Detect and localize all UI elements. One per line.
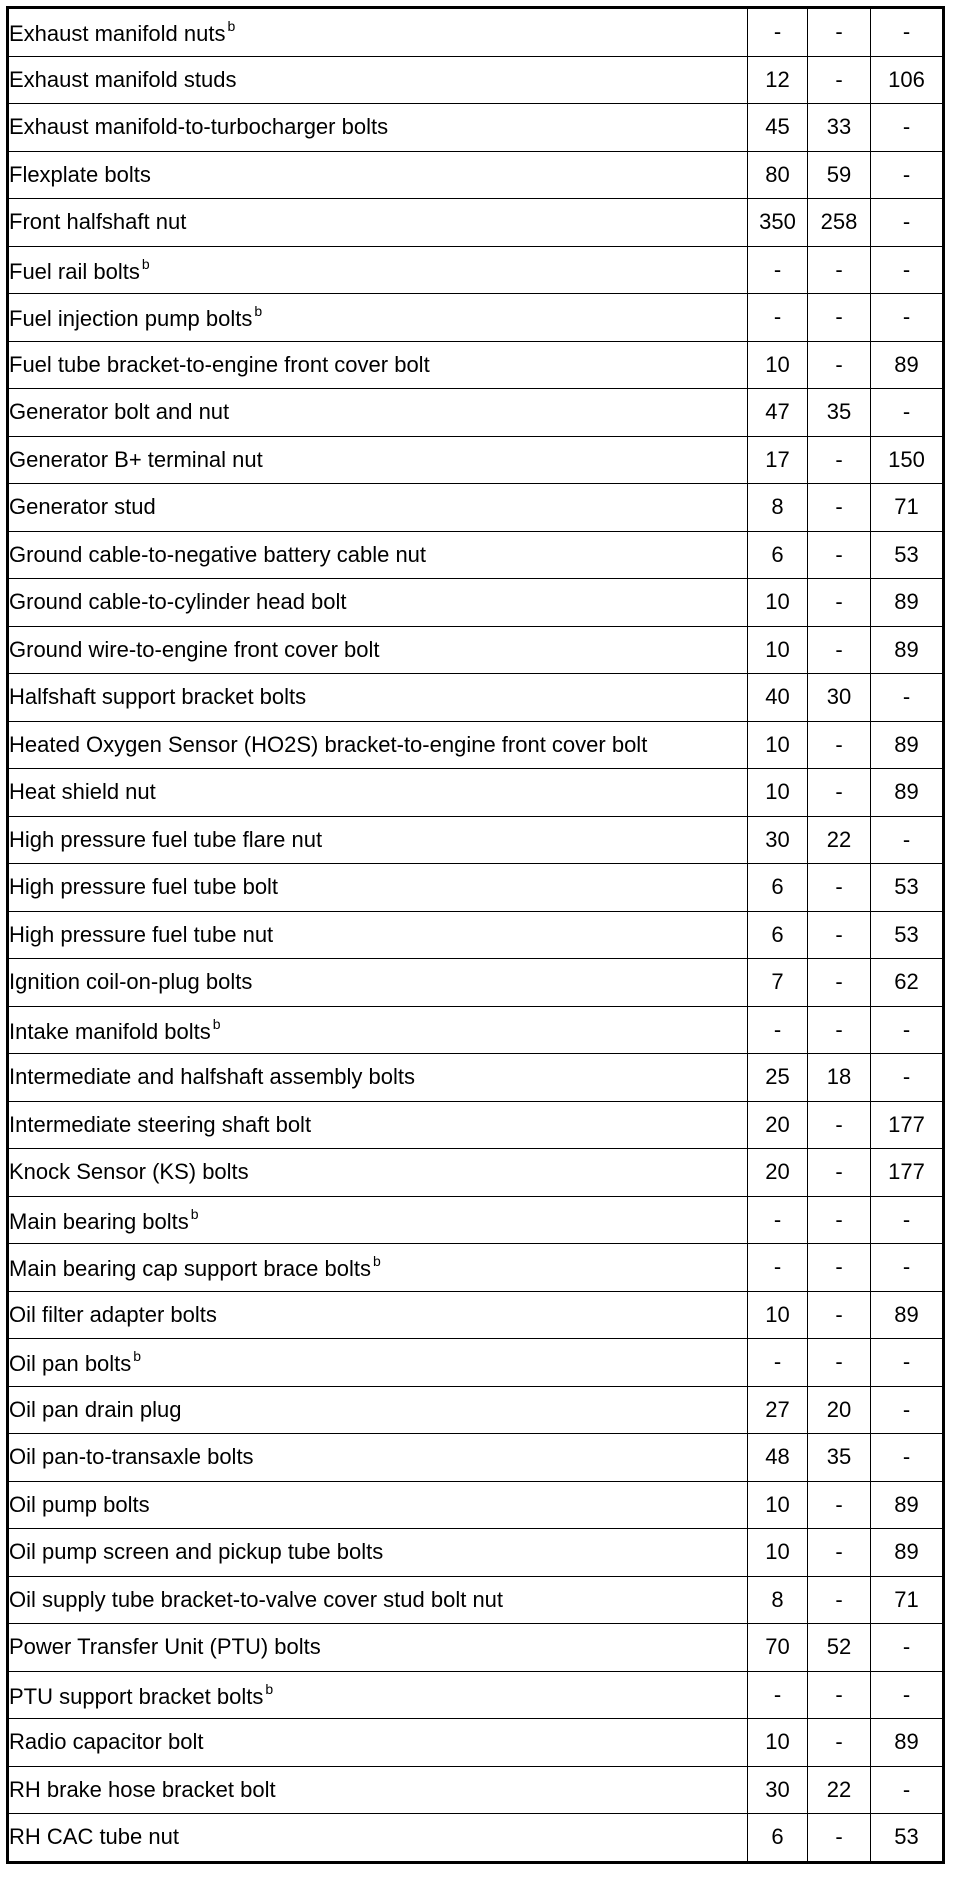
component-description: Exhaust manifold-to-turbocharger bolts (9, 114, 389, 140)
torque-lbft-cell: - (808, 8, 871, 57)
torque-lbin-cell: - (871, 1006, 944, 1054)
torque-lbft-cell: 20 (808, 1386, 871, 1434)
torque-lbft-cell: - (808, 1481, 871, 1529)
table-row (8, 1529, 944, 1577)
torque-lbft-cell: - (808, 721, 871, 769)
torque-nm-cell: 30 (748, 1766, 808, 1814)
torque-lbin-cell: 106 (871, 56, 944, 104)
torque-nm-cell: 45 (748, 104, 808, 152)
description-cell (8, 8, 748, 57)
torque-lbin-cell: 71 (871, 1576, 944, 1624)
torque-lbin-cell: 177 (871, 1101, 944, 1149)
torque-lbft-cell: 35 (808, 1434, 871, 1482)
description-cell (8, 816, 748, 864)
torque-lbft-cell: - (808, 56, 871, 104)
torque-lbft-cell: - (808, 531, 871, 579)
table-row (8, 1149, 944, 1197)
torque-lbft-cell: - (808, 1576, 871, 1624)
table-row (8, 56, 944, 104)
component-description: Main bearing cap support brace bolts (9, 1256, 371, 1282)
description-cell (8, 674, 748, 722)
component-description: Generator stud (9, 494, 156, 520)
torque-lbft-cell: - (808, 294, 871, 342)
table-row (8, 911, 944, 959)
table-row (8, 1291, 944, 1339)
torque-nm-cell: 20 (748, 1101, 808, 1149)
table-row (8, 151, 944, 199)
torque-lbft-cell: - (808, 246, 871, 294)
description-cell (8, 294, 748, 342)
torque-lbin-cell: - (871, 1339, 944, 1387)
description-cell (8, 436, 748, 484)
torque-lbft-cell: - (808, 579, 871, 627)
torque-nm-cell: 6 (748, 911, 808, 959)
component-description: Generator B+ terminal nut (9, 446, 263, 472)
torque-lbin-cell: 71 (871, 484, 944, 532)
torque-lbft-cell: 33 (808, 104, 871, 152)
torque-lbin-cell: 150 (871, 436, 944, 484)
torque-lbin-cell: - (871, 1054, 944, 1102)
torque-nm-cell: 12 (748, 56, 808, 104)
component-description: Halfshaft support bracket bolts (9, 684, 307, 710)
torque-lbin-cell: - (871, 1624, 944, 1672)
torque-lbft-cell: 258 (808, 199, 871, 247)
torque-lbft-cell: - (808, 484, 871, 532)
description-cell (8, 341, 748, 389)
table-row (8, 484, 944, 532)
torque-lbft-cell: 35 (808, 389, 871, 437)
table-row (8, 674, 944, 722)
description-cell (8, 104, 748, 152)
torque-lbin-cell: 62 (871, 959, 944, 1007)
torque-nm-cell: 6 (748, 864, 808, 912)
component-description: High pressure fuel tube flare nut (9, 826, 323, 852)
torque-lbin-cell: - (871, 1244, 944, 1292)
table-row (8, 1481, 944, 1529)
torque-lbin-cell: 89 (871, 579, 944, 627)
torque-lbft-cell: - (808, 626, 871, 674)
table-row (8, 436, 944, 484)
description-cell (8, 1766, 748, 1814)
component-description: Heat shield nut (9, 779, 156, 805)
torque-lbft-cell: - (808, 1529, 871, 1577)
torque-nm-cell: 10 (748, 1291, 808, 1339)
torque-lbft-cell: 30 (808, 674, 871, 722)
torque-lbin-cell: 89 (871, 1719, 944, 1767)
torque-table-body (8, 8, 944, 1863)
torque-lbin-cell: 53 (871, 864, 944, 912)
torque-lbft-cell: - (808, 1196, 871, 1244)
description-cell (8, 579, 748, 627)
torque-lbin-cell: - (871, 151, 944, 199)
description-cell (8, 1054, 748, 1102)
torque-lbin-cell: 53 (871, 911, 944, 959)
torque-nm-cell: - (748, 1006, 808, 1054)
table-row (8, 1386, 944, 1434)
table-row (8, 1101, 944, 1149)
torque-nm-cell: 10 (748, 1481, 808, 1529)
torque-lbft-cell: - (808, 864, 871, 912)
component-description: High pressure fuel tube bolt (9, 874, 279, 900)
torque-lbin-cell: 53 (871, 531, 944, 579)
description-cell (8, 1481, 748, 1529)
table-row (8, 246, 944, 294)
description-cell (8, 1339, 748, 1387)
torque-lbft-cell: - (808, 1244, 871, 1292)
torque-nm-cell: - (748, 1339, 808, 1387)
torque-nm-cell: - (748, 294, 808, 342)
table-row (8, 1054, 944, 1102)
torque-nm-cell: 10 (748, 1529, 808, 1577)
description-cell (8, 959, 748, 1007)
description-cell (8, 1671, 748, 1719)
description-cell (8, 1196, 748, 1244)
table-row (8, 531, 944, 579)
description-cell (8, 1244, 748, 1292)
torque-lbin-cell: 89 (871, 721, 944, 769)
torque-nm-cell: 7 (748, 959, 808, 1007)
torque-lbin-cell: - (871, 816, 944, 864)
component-description: Ignition coil-on-plug bolts (9, 969, 253, 995)
torque-nm-cell: 27 (748, 1386, 808, 1434)
torque-lbin-cell: - (871, 199, 944, 247)
torque-nm-cell: 70 (748, 1624, 808, 1672)
component-description: Intermediate steering shaft bolt (9, 1111, 312, 1137)
torque-nm-cell: 47 (748, 389, 808, 437)
torque-nm-cell: 8 (748, 1576, 808, 1624)
torque-lbin-cell: 89 (871, 1481, 944, 1529)
torque-lbin-cell: 89 (871, 769, 944, 817)
description-cell (8, 1386, 748, 1434)
torque-nm-cell: - (748, 1671, 808, 1719)
torque-nm-cell: - (748, 1244, 808, 1292)
description-cell (8, 1006, 748, 1054)
footnote-marker: b (141, 255, 150, 272)
table-row (8, 721, 944, 769)
component-description: High pressure fuel tube nut (9, 921, 274, 947)
torque-nm-cell: 6 (748, 531, 808, 579)
description-cell (8, 1814, 748, 1863)
torque-lbin-cell: - (871, 1196, 944, 1244)
torque-nm-cell: 40 (748, 674, 808, 722)
torque-nm-cell: 30 (748, 816, 808, 864)
torque-lbft-cell: 22 (808, 1766, 871, 1814)
footnote-marker: b (265, 1680, 274, 1697)
torque-lbft-cell: - (808, 769, 871, 817)
footnote-marker: b (212, 1015, 221, 1032)
torque-nm-cell: 20 (748, 1149, 808, 1197)
table-row (8, 1434, 944, 1482)
description-cell (8, 1624, 748, 1672)
description-cell (8, 911, 748, 959)
torque-lbin-cell: 89 (871, 1529, 944, 1577)
component-description: Exhaust manifold nuts (9, 21, 226, 47)
torque-nm-cell: 6 (748, 1814, 808, 1863)
table-row (8, 1624, 944, 1672)
component-description: Ground wire-to-engine front cover bolt (9, 636, 380, 662)
table-row (8, 199, 944, 247)
description-cell (8, 626, 748, 674)
table-row (8, 8, 944, 57)
description-cell (8, 484, 748, 532)
torque-nm-cell: - (748, 8, 808, 57)
torque-nm-cell: 350 (748, 199, 808, 247)
torque-lbin-cell: 89 (871, 626, 944, 674)
torque-lbft-cell: - (808, 1291, 871, 1339)
torque-lbft-cell: 59 (808, 151, 871, 199)
torque-lbft-cell: - (808, 1101, 871, 1149)
torque-lbft-cell: - (808, 911, 871, 959)
torque-nm-cell: 10 (748, 579, 808, 627)
component-description: Knock Sensor (KS) bolts (9, 1159, 249, 1185)
component-description: Front halfshaft nut (9, 209, 187, 235)
description-cell (8, 1291, 748, 1339)
description-cell (8, 199, 748, 247)
torque-specification-table (6, 6, 945, 1864)
component-description: Oil pan drain plug (9, 1396, 182, 1422)
component-description: Fuel rail bolts (9, 258, 140, 284)
torque-lbft-cell: 18 (808, 1054, 871, 1102)
torque-lbft-cell: - (808, 1719, 871, 1767)
component-description: Fuel injection pump bolts (9, 306, 253, 332)
table-row (8, 1196, 944, 1244)
table-row (8, 389, 944, 437)
component-description: RH CAC tube nut (9, 1824, 179, 1850)
footnote-marker: b (227, 18, 236, 35)
torque-lbft-cell: - (808, 1814, 871, 1863)
table-row (8, 1576, 944, 1624)
torque-nm-cell: 10 (748, 626, 808, 674)
table-row (8, 769, 944, 817)
table-row (8, 1671, 944, 1719)
description-cell (8, 151, 748, 199)
torque-lbin-cell: 89 (871, 1291, 944, 1339)
description-cell (8, 721, 748, 769)
description-cell (8, 1434, 748, 1482)
component-description: Power Transfer Unit (PTU) bolts (9, 1634, 321, 1660)
description-cell (8, 1101, 748, 1149)
description-cell (8, 246, 748, 294)
description-cell (8, 1149, 748, 1197)
torque-lbin-cell: 177 (871, 1149, 944, 1197)
component-description: Radio capacitor bolt (9, 1729, 204, 1755)
torque-nm-cell: - (748, 246, 808, 294)
torque-nm-cell: 48 (748, 1434, 808, 1482)
table-row (8, 104, 944, 152)
torque-lbft-cell: - (808, 959, 871, 1007)
component-description: Oil supply tube bracket-to-valve cover stud bolt nut (9, 1586, 504, 1612)
torque-lbin-cell: - (871, 104, 944, 152)
component-description: Exhaust manifold studs (9, 66, 237, 92)
torque-lbin-cell: - (871, 1766, 944, 1814)
footnote-marker: b (254, 303, 263, 320)
torque-lbft-cell: - (808, 1006, 871, 1054)
table-row (8, 1244, 944, 1292)
torque-nm-cell: 8 (748, 484, 808, 532)
torque-lbin-cell: - (871, 8, 944, 57)
torque-lbin-cell: - (871, 294, 944, 342)
component-description: Intermediate and halfshaft assembly bolts (9, 1064, 416, 1090)
description-cell (8, 56, 748, 104)
component-description: PTU support bracket bolts (9, 1683, 264, 1709)
torque-lbft-cell: 52 (808, 1624, 871, 1672)
description-cell (8, 1719, 748, 1767)
torque-lbft-cell: - (808, 1671, 871, 1719)
torque-lbft-cell: 22 (808, 816, 871, 864)
component-description: Main bearing bolts (9, 1208, 189, 1234)
torque-nm-cell: 25 (748, 1054, 808, 1102)
component-description: Fuel tube bracket-to-engine front cover bolt (9, 351, 430, 377)
component-description: Generator bolt and nut (9, 399, 230, 425)
component-description: Ground cable-to-cylinder head bolt (9, 589, 347, 615)
torque-lbft-cell: - (808, 1339, 871, 1387)
component-description: Oil filter adapter bolts (9, 1301, 217, 1327)
torque-lbin-cell: - (871, 246, 944, 294)
table-row (8, 1719, 944, 1767)
component-description: Oil pump bolts (9, 1491, 150, 1517)
footnote-marker: b (190, 1205, 199, 1222)
torque-lbin-cell: - (871, 1671, 944, 1719)
torque-lbin-cell: - (871, 1386, 944, 1434)
table-row (8, 626, 944, 674)
torque-lbin-cell: - (871, 389, 944, 437)
table-row (8, 294, 944, 342)
table-row (8, 959, 944, 1007)
torque-nm-cell: 10 (748, 769, 808, 817)
description-cell (8, 1529, 748, 1577)
torque-lbft-cell: - (808, 341, 871, 389)
description-cell (8, 864, 748, 912)
torque-nm-cell: 10 (748, 721, 808, 769)
torque-lbft-cell: - (808, 1149, 871, 1197)
description-cell (8, 1576, 748, 1624)
component-description: RH brake hose bracket bolt (9, 1776, 276, 1802)
torque-lbin-cell: - (871, 674, 944, 722)
component-description: Flexplate bolts (9, 161, 151, 187)
description-cell (8, 389, 748, 437)
torque-lbin-cell: 53 (871, 1814, 944, 1863)
torque-lbin-cell: - (871, 1434, 944, 1482)
torque-nm-cell: 17 (748, 436, 808, 484)
footnote-marker: b (133, 1348, 142, 1365)
description-cell (8, 531, 748, 579)
table-row (8, 816, 944, 864)
component-description: Oil pan-to-transaxle bolts (9, 1444, 254, 1470)
description-cell (8, 769, 748, 817)
torque-nm-cell: 80 (748, 151, 808, 199)
table-row (8, 1766, 944, 1814)
table-row (8, 1339, 944, 1387)
component-description: Heated Oxygen Sensor (HO2S) bracket-to-engine front cover bolt (9, 731, 648, 757)
table-row (8, 864, 944, 912)
component-description: Oil pump screen and pickup tube bolts (9, 1539, 384, 1565)
torque-nm-cell: 10 (748, 1719, 808, 1767)
torque-lbft-cell: - (808, 436, 871, 484)
component-description: Intake manifold bolts (9, 1018, 211, 1044)
table-row (8, 579, 944, 627)
torque-nm-cell: 10 (748, 341, 808, 389)
table-row (8, 1006, 944, 1054)
component-description: Ground cable-to-negative battery cable nut (9, 541, 427, 567)
torque-nm-cell: - (748, 1196, 808, 1244)
component-description: Oil pan bolts (9, 1351, 132, 1377)
table-row (8, 1814, 944, 1863)
table-row (8, 341, 944, 389)
torque-lbin-cell: 89 (871, 341, 944, 389)
footnote-marker: b (373, 1253, 381, 1270)
